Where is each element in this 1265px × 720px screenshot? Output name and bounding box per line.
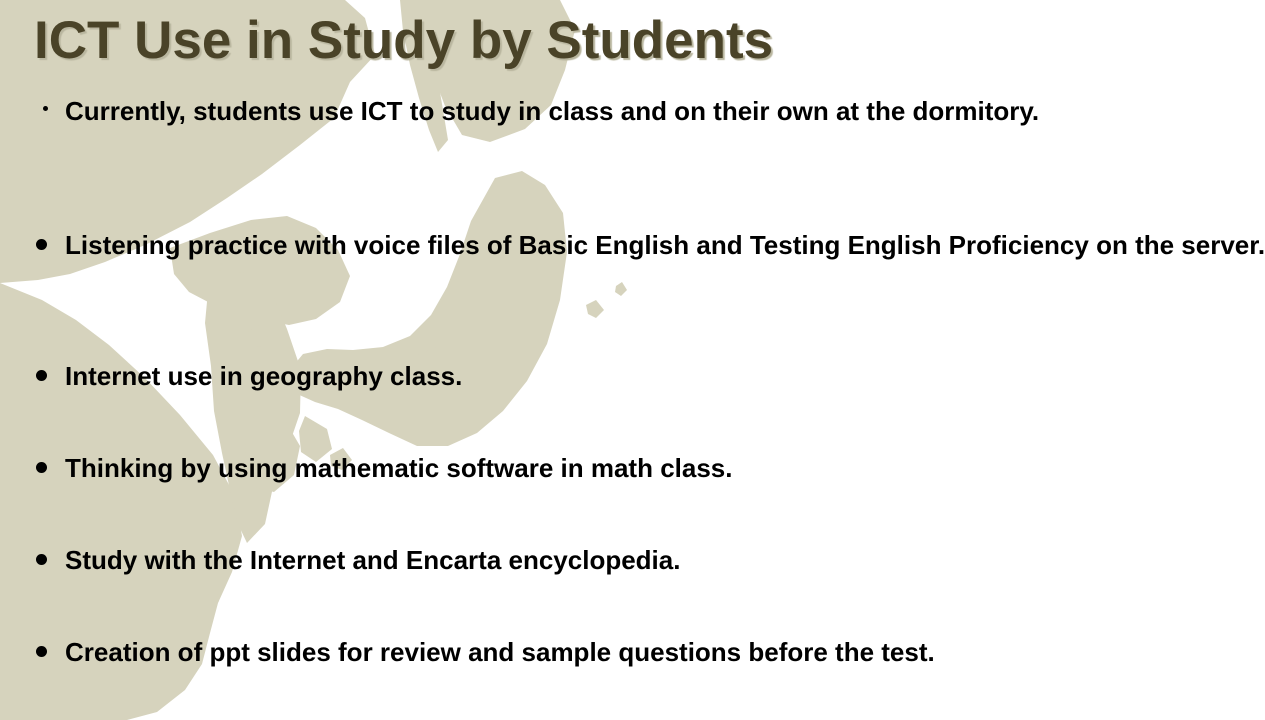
bullet-icon-3: [36, 462, 47, 473]
list-item-5: Creation of ppt slides for review and sample questions before the test.: [65, 637, 935, 667]
list-item-3: Thinking by using mathematic software in math class.: [65, 453, 733, 483]
intro-bullet-icon: [43, 106, 48, 111]
slide-title: ICT Use in Study by Students: [34, 11, 774, 70]
bullet-icon-5: [36, 646, 47, 657]
bullet-icon-1: [36, 239, 47, 250]
intro-text: Currently, students use ICT to study in class and on their own at the dormitory.: [65, 96, 1040, 126]
list-item-1: Listening practice with voice files of Basic English and Testing English Proficiency on the server.: [65, 230, 1265, 260]
list-item-4: Study with the Internet and Encarta encyclopedia.: [65, 545, 681, 575]
bullet-icon-4: [36, 554, 47, 565]
bullet-icon-2: [36, 370, 47, 381]
list-item-2: Internet use in geography class.: [65, 361, 463, 391]
